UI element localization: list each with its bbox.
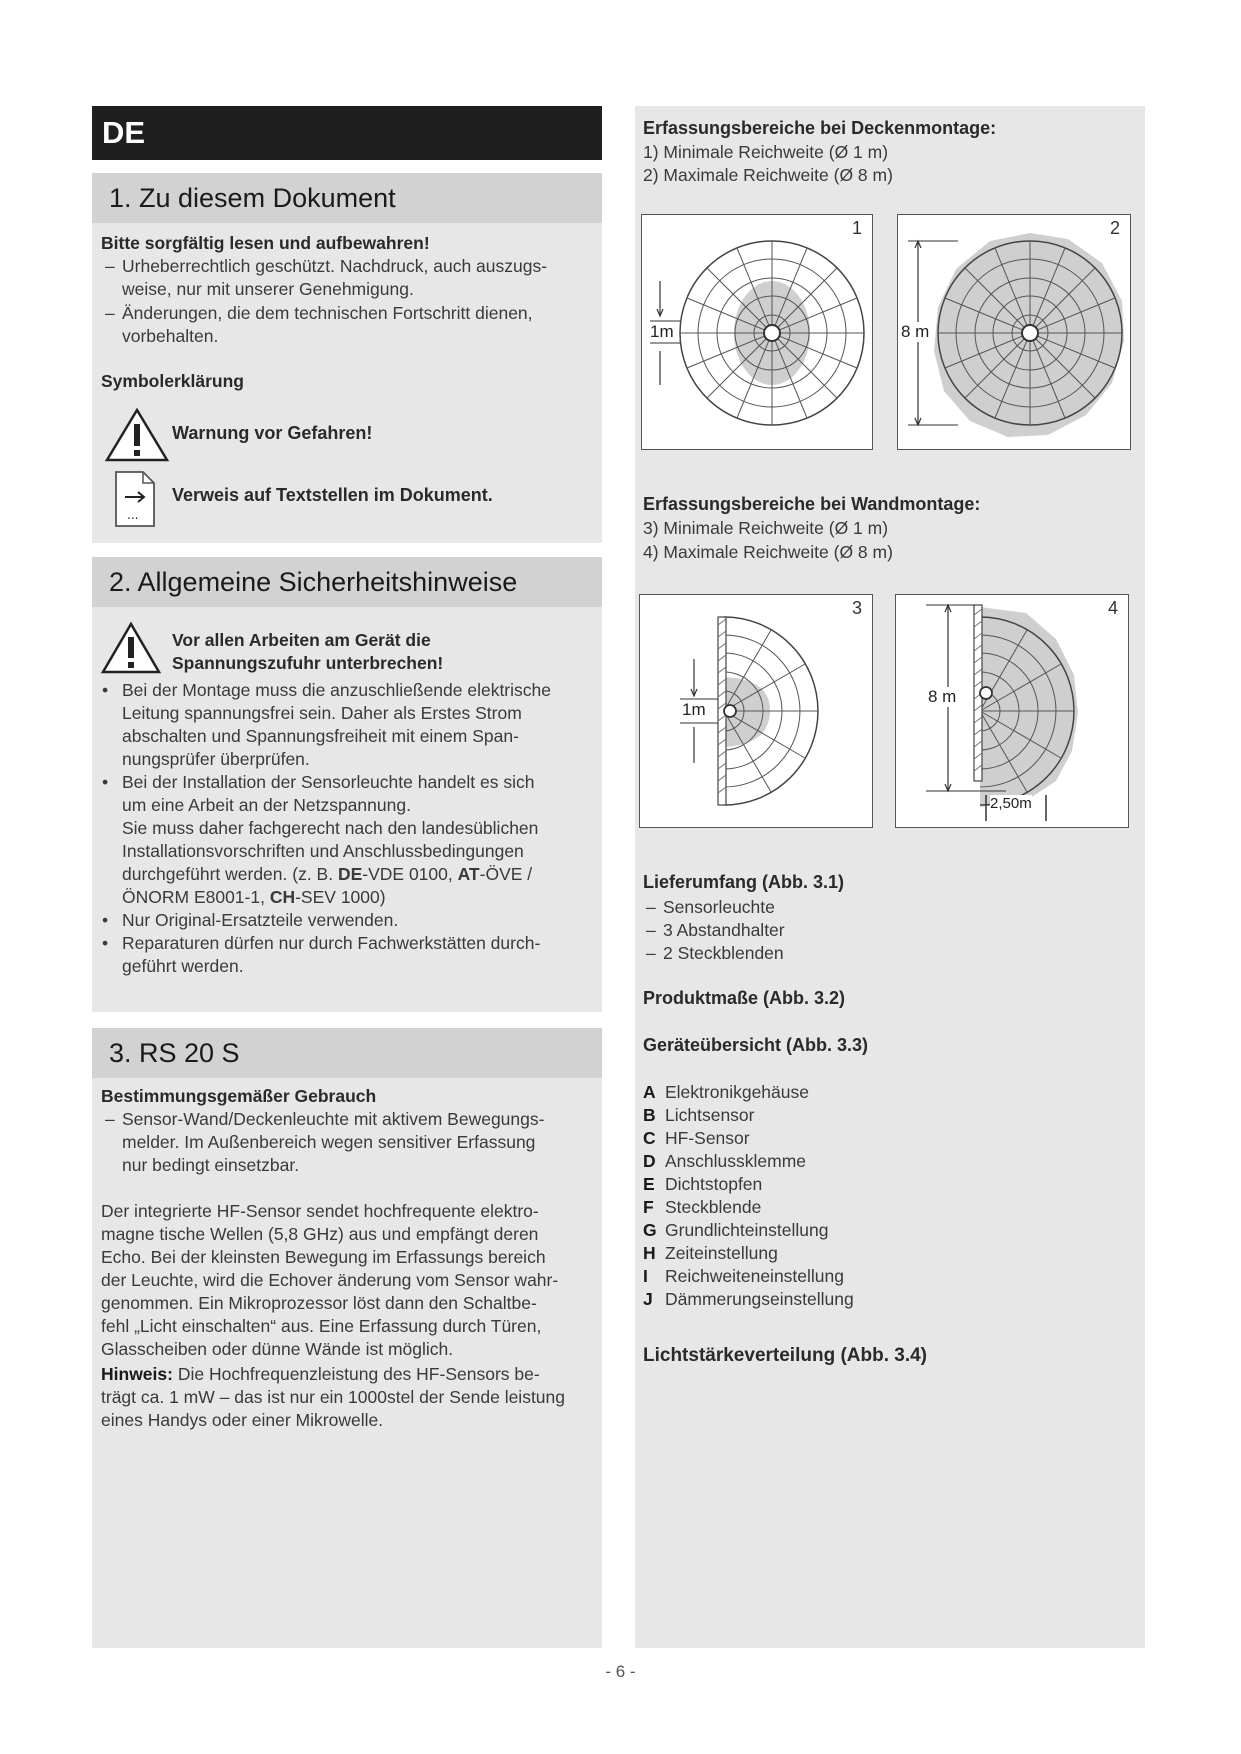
dimension-label: 8 m — [901, 322, 930, 341]
safety-list — [92, 679, 602, 978]
figure-wall-min — [639, 594, 873, 828]
parts-list — [643, 1081, 854, 1311]
list-item: J Dämmerungseinstellung — [643, 1289, 854, 1309]
dimension-label: 8 m — [928, 687, 957, 706]
warning-label: Warnung vor Gefahren! — [172, 423, 373, 443]
ceiling-coverage-diagram — [908, 233, 1124, 437]
list-item: G Grundlichteinstellung — [643, 1220, 829, 1240]
dims-heading: Produktmaße (Abb. 3.2) — [643, 988, 846, 1008]
scope-heading: Lieferumfang (Abb. 3.1) — [643, 872, 845, 892]
section-about-document — [92, 173, 602, 543]
overview-heading: Geräteübersicht (Abb. 3.3) — [643, 1035, 869, 1055]
list-item: I Reichweiteneinstellung — [643, 1266, 844, 1286]
wall-min: 3) Minimale Reichweite (Ø 1 m) — [643, 518, 889, 538]
figure-number: 2 — [1109, 218, 1120, 238]
ceiling-max: 2) Maximale Reichweite (Ø 8 m) — [643, 165, 893, 185]
light-heading: Lichtstärkeverteilung (Abb. 3.4) — [643, 1345, 928, 1366]
list-item: E Dichtstopfen — [643, 1174, 763, 1194]
left-column — [92, 106, 602, 1648]
list-item: B Lichtsensor — [643, 1105, 755, 1125]
list-item: – Änderungen, die dem technischen Fortschritt dienen, vorbehalten. — [92, 302, 632, 348]
document-reference-icon — [113, 469, 157, 529]
figure-number: 1 — [851, 218, 862, 238]
reference-label: Verweis auf Textstellen im Dokument. — [172, 485, 493, 505]
intro-text: Bitte sorgfältig lesen und aufbewahren! — [101, 233, 430, 253]
wall-heading: Erfassungsbereiche bei Wandmontage: — [643, 494, 981, 514]
wall-max: 4) Maximale Reichweite (Ø 8 m) — [643, 542, 893, 562]
wall-coverage-diagram — [926, 605, 1078, 821]
list-item: • Nur Original-Ersatzteile verwenden. — [92, 909, 602, 932]
section-title: 3. RS 20 S — [92, 1028, 602, 1078]
note-text: Hinweis: Die Hochfrequenzleistung des HF-Sensors be- trägt ca. 1 mW – das ist nur ein 1000stel der Sende leistung eines Handys oder einer Mikrowelle. — [101, 1364, 566, 1430]
sensor-description: Der integrierte HF-Sensor sendet hochfrequente elektro- magne tische Wellen (5,8 GHz) aus und empfängt deren Echo. Bei der kleinsten Bewegung im Erfassungs bereich der Leuchte, wird die Echover änderung vom Sensor wahr- genommen. Ein Mikroprozessor löst dann den Schaltbe- fehl „Licht einschalten“ aus. Eine Erfassung durch Türen, Glasscheiben oder dünne Wände ist möglich. — [101, 1201, 559, 1359]
figure-ceiling-min — [641, 214, 873, 450]
use-heading: Bestimmungsgemäßer Gebrauch — [101, 1086, 377, 1106]
figure-ceiling-max — [897, 214, 1131, 450]
figure-wall-max — [895, 594, 1129, 828]
list-item: – Sensorleuchte — [633, 896, 775, 919]
section-title: 2. Allgemeine Sicherheitshinweise — [92, 557, 602, 607]
list-item: • Reparaturen dürfen nur durch Fachwerkstätten durch- geführt werden. — [92, 932, 602, 978]
symbols-heading: Symbolerklärung — [101, 371, 244, 391]
list-item: H Zeiteinstellung — [643, 1243, 778, 1263]
section-safety — [92, 557, 602, 1012]
list-item: – 2 Steckblenden — [633, 942, 784, 965]
ceiling-min: 1) Minimale Reichweite (Ø 1 m) — [643, 142, 889, 162]
right-column — [635, 106, 1145, 1648]
list-item: – Urheberrechtlich geschützt. Nachdruck, auch auszugs- weise, nur mit unserer Genehmigung. — [92, 255, 632, 301]
dimension-label: 1m — [650, 322, 674, 341]
safety-warning: Vor allen Arbeiten am Gerät die Spannungszufuhr unterbrechen! — [172, 630, 444, 673]
page-number: - 6 - — [605, 1662, 636, 1681]
list-item: • Bei der Montage muss die anzuschließende elektrische Leitung spannungsfrei sein. Daher als Erstes Strom abschalten und Spannungsfreiheit mit einem Span- nungsprüfer überprüfen. — [92, 679, 602, 771]
list-item: – 3 Abstandhalter — [633, 919, 785, 942]
dimension-label: 1m — [682, 700, 706, 719]
reference-symbol-row — [92, 465, 602, 529]
list-item: F Steckblende — [643, 1197, 762, 1217]
section-rs20s — [92, 1028, 602, 1648]
list-item: C HF-Sensor — [643, 1128, 750, 1148]
svg-text:...: ... — [127, 508, 139, 522]
ceiling-heading: Erfassungsbereiche bei Deckenmontage: — [643, 118, 997, 138]
figure-number: 4 — [1107, 598, 1118, 618]
dimension-label: 2,50m — [990, 795, 1032, 812]
figure-number: 3 — [851, 598, 862, 618]
list-item: – Sensor-Wand/Deckenleuchte mit aktivem Bewegungs- melder. Im Außenbereich wegen sensitiver Erfassung nur bedingt einsetzbar. — [92, 1108, 632, 1177]
section-title: 1. Zu diesem Dokument — [92, 173, 602, 223]
list-item: D Anschlussklemme — [643, 1151, 807, 1171]
language-bar: DE — [92, 106, 602, 160]
warning-triangle-icon — [104, 407, 170, 463]
list-item: • Bei der Installation der Sensorleuchte handelt es sich um eine Arbeit an der Netzspannung. Sie muss daher fachgerecht nach den landesüblichen Installationsvorschriften und Anschlussbedingungen durchgeführt werden. (z. B. DE-VDE 0100, AT-ÖVE / ÖNORM E8001-1, CH-SEV 1000) — [92, 771, 602, 909]
warning-triangle-icon — [100, 621, 162, 675]
warning-symbol-row — [92, 401, 602, 465]
list-item: A Elektronikgehäuse — [643, 1082, 809, 1102]
ceiling-coverage-diagram — [650, 241, 864, 425]
